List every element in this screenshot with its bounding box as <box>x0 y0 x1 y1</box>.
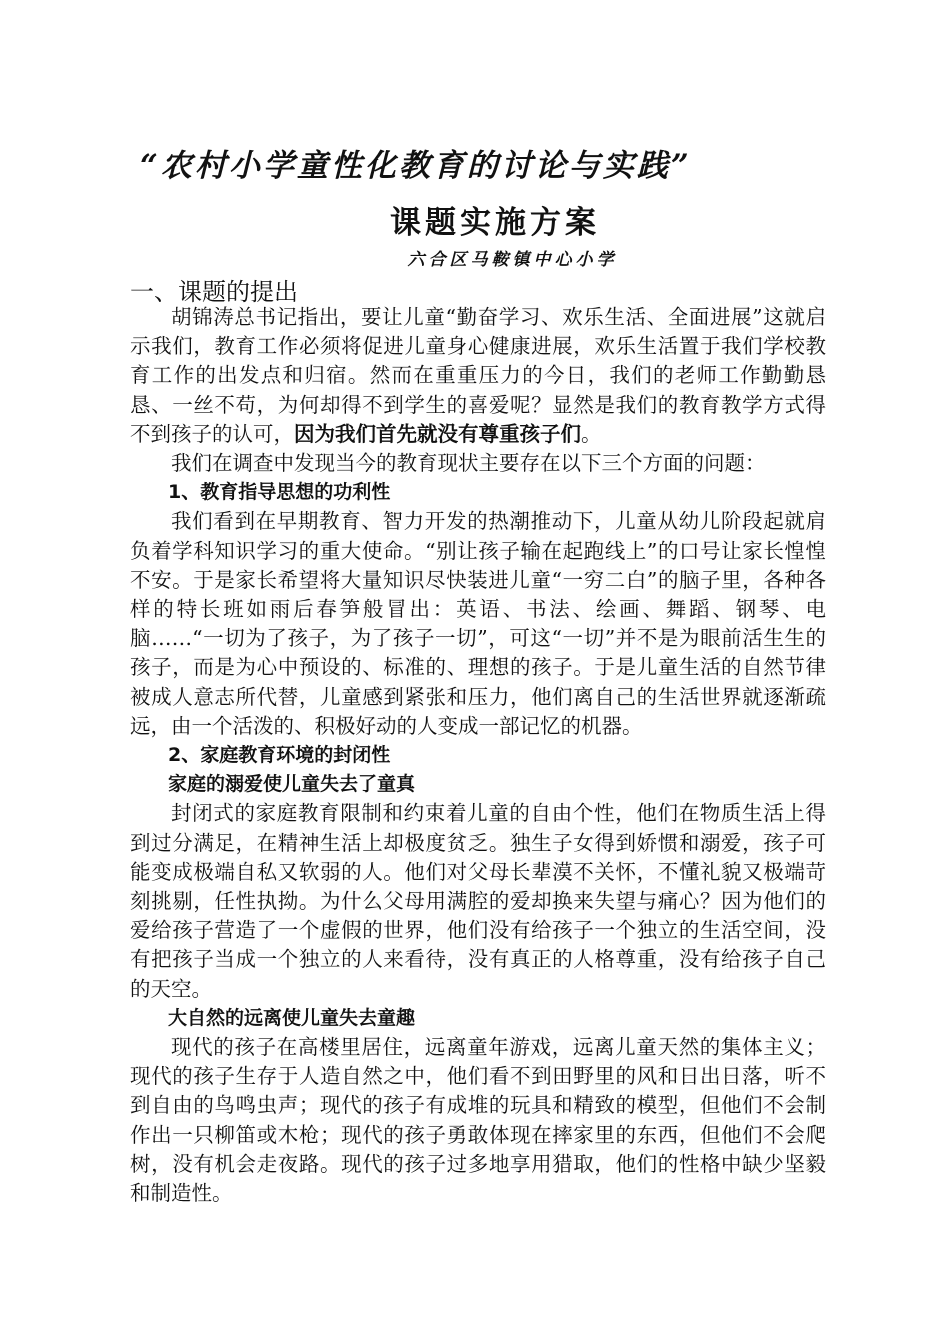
school-name: 六合区马鞍镇中心小学 <box>407 250 618 270</box>
paragraph-nature-distance: 现代的孩子在高楼里居住，远离童年游戏，远离儿童天然的集体主义；现代的孩子生存于人造自然之中，他们看不到田野里的风和日出日落，听不到自由的鸟鸣虫声；现代的孩子有成堆的玩具和精致的模型，但他们不会制作出一只柳笛或木枪；现代的孩子勇敢体现在摔家里的东西，但他们不会爬树，没有机会走夜路。现代的孩子过多地享用猎取，他们的性格中缺少坚毅和制造性。 <box>130 1035 826 1206</box>
paragraph-problems: 我们在调查中发现当今的教育现状主要存在以下三个方面的问题： <box>171 451 766 476</box>
subsection-heading-2: 2、家庭教育环境的封闭性 <box>168 744 391 767</box>
subsection-heading-2a: 家庭的溺爱使儿童失去了童真 <box>168 773 416 796</box>
document-title: “农村小学童性化教育的讨论与实践” <box>140 148 692 184</box>
subsection-heading-2b: 大自然的远离使儿童失去童趣 <box>168 1006 416 1029</box>
document-body <box>130 303 826 1208</box>
section-heading-1: 一、课题的提出 <box>130 278 298 306</box>
paragraph-intro-emphasis: 因为我们首先就没有尊重孩子们 <box>294 421 581 446</box>
paragraph-intro <box>130 303 826 449</box>
paragraph-intro-text: 胡锦涛总书记指出，要让儿童“勤奋学习、欢乐生活、全面进展”这就启示我们，教育工作必须将促进儿童身心健康进展，欢乐生活置于我们学校教育工作的出发点和归宿。然而在重重压力的今日，我们的老师工作勤勤恳恳、一丝不苟，为何却得不到学生的喜爱呢？显然是我们的教育教学方式得不到孩子的认可， <box>130 305 826 446</box>
subsection-heading-1: 1、教育指导思想的功利性 <box>168 481 391 504</box>
paragraph-intro-end: 。 <box>581 421 602 446</box>
document-subtitle: 课题实施方案 <box>390 205 600 241</box>
paragraph-family-spoiling: 封闭式的家庭教育限制和约束着儿童的自由个性，他们在物质生活上得到过分满足，在精神生活上却极度贫乏。独生子女得到娇惯和溺爱，孩子可能变成极端自私又软弱的人。他们对父母长辈漠不关怀，不懂礼貌又极端苛刻挑剔，任性执拗。为什么父母用满腔的爱却换来失望与痛心？因为他们的爱给孩子营造了一个虚假的世界，他们没有给孩子一个独立的生活空间，没有把孩子当成一个独立的人来看待，没有真正的人格尊重，没有给孩子自己的天空。 <box>130 801 826 1001</box>
paragraph-utilitarian: 我们看到在早期教育、智力开发的热潮推动下，儿童从幼儿阶段起就肩负着学科知识学习的重大使命。“别让孩子输在起跑线上”的口号让家长惶惶不安。于是家长希望将大量知识尽快装进儿童“一穷二白”的脑子里，各种各样的特长班如雨后春笋般冒出：英语、书法、绘画、舞蹈、钢琴、电脑……“一切为了孩子，为了孩子一切”，可这“一切”并不是为眼前活生生的孩子，而是为心中预设的、标准的、理想的孩子。于是儿童生活的自然节律被成人意志所代替，儿童感到紧张和压力，他们离自己的生活世界就逐渐疏远，由一个活泼的、积极好动的人变成一部记忆的机器。 <box>130 509 826 738</box>
